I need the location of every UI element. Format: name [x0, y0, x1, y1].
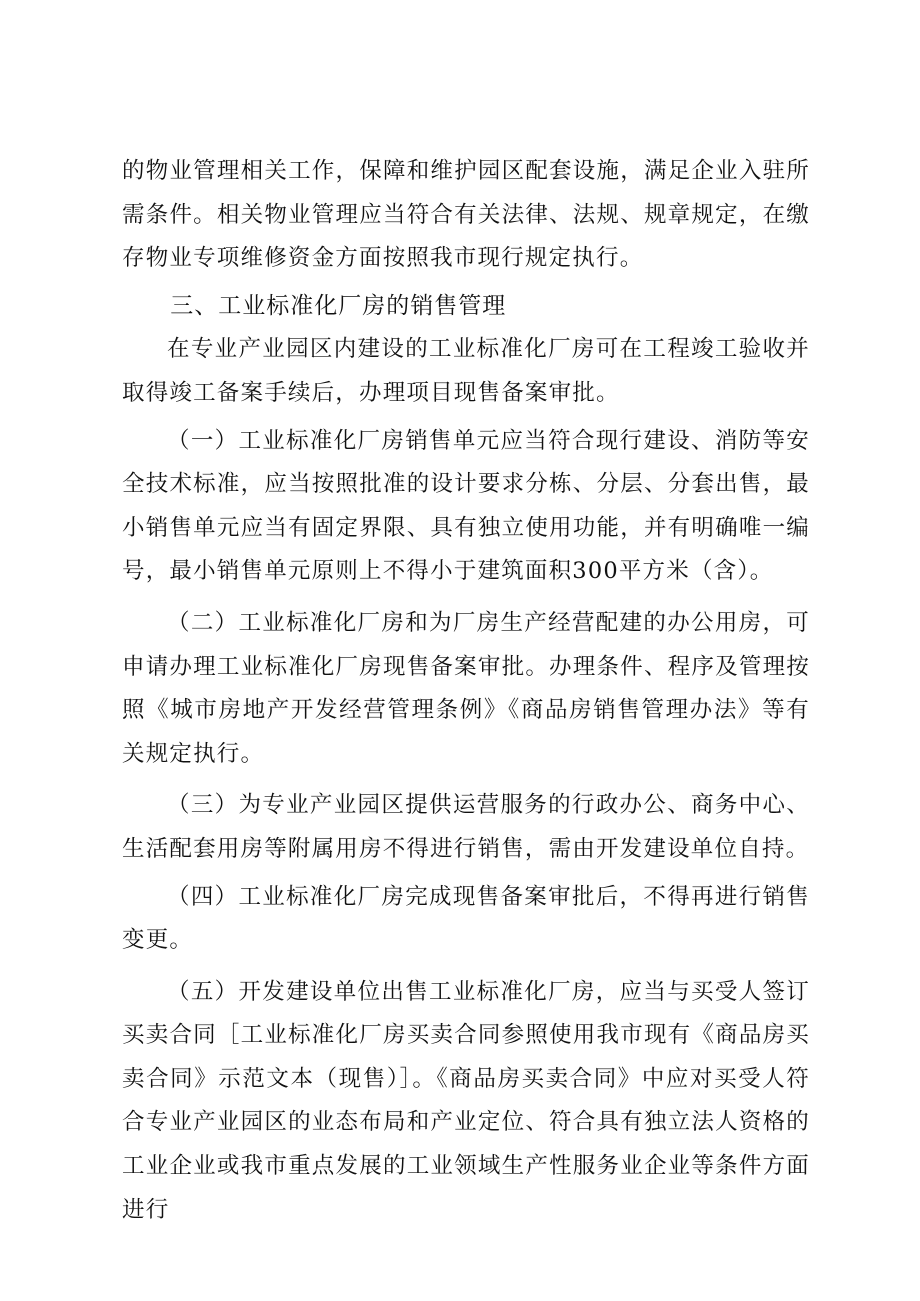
- paragraph-item-2: （二）工业标准化厂房和为厂房生产经营配建的办公用房，可申请办理工业标准化厂房现售备案审批。办理条件、程序及管理按照《城市房地产开发经营管理条例》《商品房销售管理办法》等有关规定执行。: [122, 609, 810, 767]
- paragraph-property-management: 的物业管理相关工作，保障和维护园区配套设施，满足企业入驻所需条件。相关物业管理应当符合有关法律、法规、规章规定，在缴存物业专项维修资金方面按照我市现行规定执行。: [122, 158, 810, 272]
- document-body: [122, 150, 810, 1232]
- paragraph-sales-intro: 在专业产业园区内建设的工业标准化厂房可在工程竣工验收并取得竣工备案手续后，办理项目现售备案审批。: [122, 336, 810, 406]
- section-heading-sales-management: 三、工业标准化厂房的销售管理: [170, 292, 507, 319]
- paragraph-item-4: （四）工业标准化厂房完成现售备案审批后，不得再进行销售变更。: [122, 883, 810, 954]
- paragraph-item-5: （五）开发建设单位出售工业标准化厂房，应当与买受人签订买卖合同［工业标准化厂房买卖合同参照使用我市现有《商品房买卖合同》示范文本（现售）］。《商品房买卖合同》中应对买受人符合专业产业园区的业态布局和产业定位、符合具有独立法人资格的工业企业或我市重点发展的工业领域生产性服务业企业等条件方面进行: [122, 978, 810, 1223]
- paragraph-item-1: （一）工业标准化厂房销售单元应当符合现行建设、消防等安全技术标准，应当按照批准的设计要求分栋、分层、分套出售，最小销售单元应当有固定界限、具有独立使用功能，并有明确唯一编号，最小销售单元原则上不得小于建筑面积300平方米（含）。: [122, 427, 810, 585]
- paragraph-item-3: （三）为专业产业园区提供运营服务的行政办公、商务中心、生活配套用房等附属用房不得进行销售，需由开发建设单位自持。: [122, 792, 810, 862]
